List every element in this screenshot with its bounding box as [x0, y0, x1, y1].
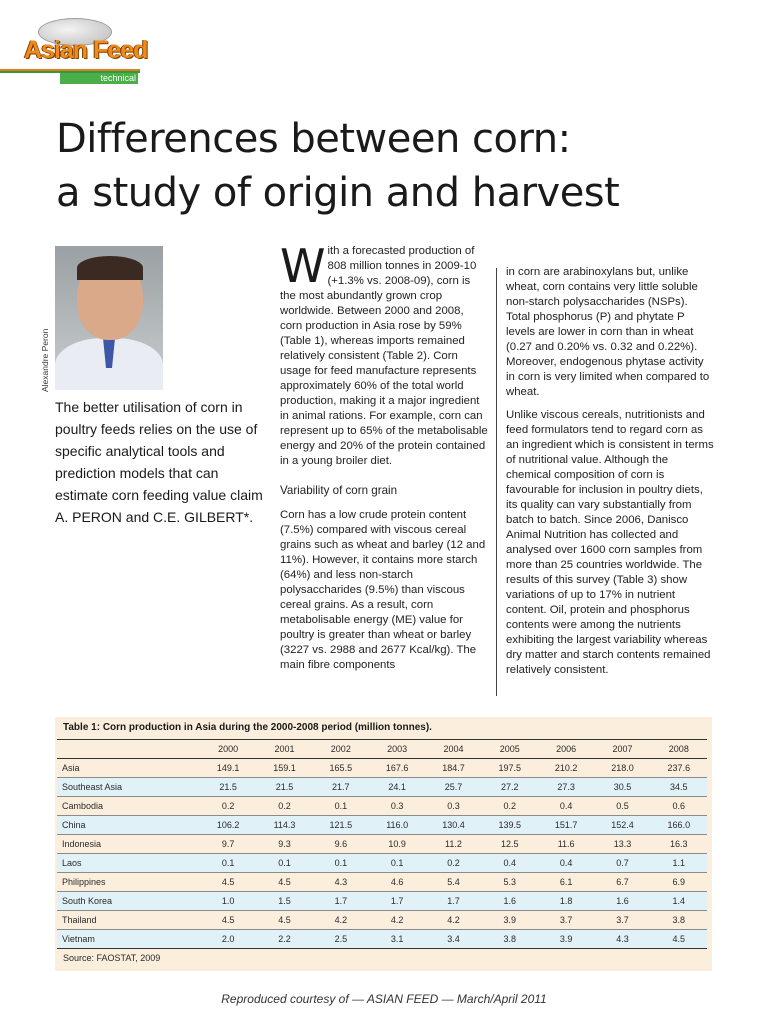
year-header: 2004: [443, 744, 464, 754]
value-cell: 3.8: [503, 934, 517, 944]
body-paragraph: [280, 239, 488, 469]
value-cell: 11.2: [445, 839, 462, 849]
table-source: Source: FAOSTAT, 2009: [63, 953, 161, 963]
photo-credit: Alexandre Peron: [40, 328, 50, 392]
value-cell: 11.6: [557, 839, 575, 849]
value-cell: 6.7: [616, 877, 629, 887]
value-cell: 0.2: [503, 801, 517, 811]
value-cell: 121.5: [329, 820, 353, 830]
value-cell: 4.5: [221, 915, 235, 925]
value-cell: 21.5: [275, 782, 294, 792]
value-cell: 16.3: [670, 839, 688, 849]
value-cell: 0.1: [390, 858, 404, 868]
value-cell: 6.1: [559, 877, 573, 887]
region-cell: Asia: [62, 763, 80, 773]
value-cell: 30.5: [613, 782, 632, 792]
value-cell: 4.3: [616, 934, 629, 944]
region-cell: South Korea: [62, 896, 113, 906]
body-column-2: [506, 265, 714, 686]
table-row: [57, 911, 707, 930]
value-cell: 3.7: [616, 915, 629, 925]
value-cell: 0.2: [278, 801, 291, 811]
table-row: [57, 930, 707, 949]
value-cell: 4.6: [390, 877, 404, 887]
column-divider: [496, 268, 497, 696]
body-paragraph: Corn has a low crude protein content (7.5%) compared with viscous cereal grains such as wheat and barley (12 and 11%). However, it contains more starch (64%) and less non-starch polysaccharides (9.5%) than viscous cereal grains. As a result, corn metabolisable energy (ME) value for poultry is greater than wheat or barley (3227 vs. 2988 and 2677 Kcal/kg). The main fibre components: [280, 509, 486, 671]
region-cell: China: [62, 820, 86, 830]
value-cell: 5.3: [503, 877, 517, 887]
value-cell: 1.5: [278, 896, 291, 906]
table-row: [57, 892, 707, 911]
value-cell: 3.7: [559, 915, 573, 925]
publication-logo: [22, 14, 148, 72]
value-cell: 24.1: [388, 782, 406, 792]
year-header: 2002: [330, 744, 351, 754]
value-cell: 10.9: [388, 839, 406, 849]
value-cell: 4.3: [334, 877, 348, 887]
value-cell: 2.5: [334, 934, 348, 944]
value-cell: 9.6: [334, 839, 348, 849]
value-cell: 0.4: [559, 801, 573, 811]
value-cell: 116.0: [386, 820, 409, 830]
region-cell: Philippines: [62, 877, 106, 887]
region-cell: Cambodia: [62, 801, 104, 811]
value-cell: 0.1: [334, 801, 348, 811]
value-cell: 149.1: [216, 763, 240, 773]
value-cell: 0.1: [278, 858, 291, 868]
page-footer: Reproduced courtesy of — ASIAN FEED — March/April 2011: [221, 992, 547, 1006]
value-cell: 0.1: [221, 858, 235, 868]
value-cell: 3.9: [503, 915, 517, 925]
value-cell: 4.2: [447, 915, 460, 925]
value-cell: 4.5: [278, 915, 291, 925]
title-line-2: a study of origin and harvest: [56, 170, 620, 216]
value-cell: 152.4: [611, 820, 634, 830]
year-header: 2007: [612, 744, 633, 754]
value-cell: 3.8: [672, 915, 686, 925]
value-cell: 1.6: [503, 896, 517, 906]
value-cell: 184.7: [442, 763, 465, 773]
value-cell: 0.4: [503, 858, 517, 868]
region-cell: Laos: [62, 858, 82, 868]
value-cell: 151.7: [554, 820, 578, 830]
value-cell: 0.7: [616, 858, 629, 868]
value-cell: 159.1: [273, 763, 296, 773]
header-cell-empty: [57, 740, 200, 759]
logo-text: Asian Feed: [24, 36, 148, 64]
table-row: [57, 835, 707, 854]
table-header-row: [57, 740, 707, 759]
value-cell: 2.0: [221, 934, 235, 944]
year-header: 2008: [668, 744, 689, 754]
table-row: [57, 873, 707, 892]
region-cell: Indonesia: [62, 839, 102, 849]
value-cell: 4.2: [334, 915, 348, 925]
table-row: [57, 759, 707, 778]
value-cell: 0.4: [559, 858, 573, 868]
value-cell: 197.5: [498, 763, 522, 773]
table-title: Table 1: Corn production in Asia during the 2000-2008 period (million tonnes).: [63, 722, 432, 733]
title-line-1: Differences between corn:: [56, 116, 571, 162]
value-cell: 0.1: [334, 858, 348, 868]
value-cell: 4.2: [390, 915, 404, 925]
value-cell: 1.7: [334, 896, 348, 906]
value-cell: 106.2: [216, 820, 240, 830]
value-cell: 3.4: [447, 934, 460, 944]
value-cell: 21.7: [332, 782, 350, 792]
value-cell: 130.4: [442, 820, 465, 830]
year-header: 2006: [556, 744, 577, 754]
value-cell: 34.5: [670, 782, 688, 792]
article-title: [56, 112, 746, 220]
value-cell: 21.5: [219, 782, 237, 792]
value-cell: 1.8: [559, 896, 573, 906]
value-cell: 2.2: [278, 934, 291, 944]
value-cell: 1.0: [221, 896, 235, 906]
value-cell: 1.7: [390, 896, 404, 906]
author-photo: [55, 246, 163, 390]
body-paragraph: in corn are arabinoxylans but, unlike wheat, corn contains very little soluble non-starch polysaccharides (NSPs). Total phosphorus (P) and phytate P levels are lower in corn than in wheat (0.27 and 0.20% vs. 0.32 and 0.22%). Moreover, endogenous phytase activity in corn is very limited when compared to wheat.: [506, 266, 710, 398]
value-cell: 4.5: [221, 877, 235, 887]
year-header: 2005: [499, 744, 520, 754]
value-cell: 27.3: [557, 782, 575, 792]
value-cell: 237.6: [667, 763, 691, 773]
value-cell: 0.3: [447, 801, 460, 811]
body-column-1: [280, 239, 488, 681]
drop-cap: W: [280, 239, 326, 293]
value-cell: 4.5: [278, 877, 291, 887]
photo-hair: [77, 256, 143, 280]
value-cell: 6.9: [672, 877, 686, 887]
table-row: [57, 854, 707, 873]
region-cell: Vietnam: [62, 934, 95, 944]
value-cell: 9.3: [278, 839, 291, 849]
table-row: [57, 797, 707, 816]
standfirst: The better utilisation of corn in poultry feeds relies on the use of specific analytical tools and prediction models that can estimate corn feeding value claim A. PERON and C.E. GILBERT*.: [55, 399, 263, 525]
year-header: 2000: [218, 744, 239, 754]
value-cell: 12.5: [501, 839, 519, 849]
value-cell: 27.2: [501, 782, 519, 792]
year-header: 2003: [387, 744, 408, 754]
value-cell: 3.1: [390, 934, 404, 944]
value-cell: 0.5: [616, 801, 629, 811]
subheading: Variability of corn grain: [280, 484, 398, 497]
value-cell: 5.4: [447, 877, 460, 887]
value-cell: 25.7: [444, 782, 463, 792]
value-cell: 1.6: [616, 896, 629, 906]
value-cell: 13.3: [613, 839, 632, 849]
value-cell: 218.0: [611, 763, 634, 773]
value-cell: 166.0: [667, 820, 691, 830]
value-cell: 210.2: [554, 763, 578, 773]
year-header: 2001: [274, 744, 295, 754]
value-cell: 0.3: [390, 801, 404, 811]
corn-production-table: [57, 739, 707, 949]
value-cell: 0.6: [672, 801, 686, 811]
value-cell: 4.5: [672, 934, 686, 944]
value-cell: 167.6: [385, 763, 409, 773]
value-cell: 139.5: [498, 820, 522, 830]
value-cell: 3.9: [559, 934, 573, 944]
value-cell: 0.2: [447, 858, 460, 868]
value-cell: 165.5: [329, 763, 353, 773]
body-paragraph: Unlike viscous cereals, nutritionists and feed formulators tend to regard corn as an ingredient which is consistent in terms of nutritional value. Although the chemical composition of corn is favourable for inclusion in poultry diets, its quality can vary substantially from batch to batch. Since 2006, Danisco Animal Nutrition has collected and analysed over 1600 corn samples from more than 25 countries worldwide. The results of this survey (Table 3) show variations of up to 17% in nutrient content. Oil, protein and phosphorus contents were among the nutrients exhibiting the largest variability whereas dry matter and starch contents remained relatively consistent.: [506, 409, 714, 676]
value-cell: 1.4: [672, 896, 686, 906]
value-cell: 9.7: [221, 839, 235, 849]
lead-text: ith a forecasted production of 808 million tonnes in 2009-10 (+1.3% vs. 2008-09), corn is the most abundantly grown crop worldwide. Between 2000 and 2008, corn production in Asia rose by 59% (Table 1), whereas imports remained relatively consistent (Table 2). Corn usage for feed manufacture represents approximately 60% of the total world production, making it a major ingredient in animal rations. For example, corn can represent up to 65% of the metabolisable energy and 20% of the protein contained in a young broiler diet.: [280, 245, 488, 467]
table-row: [57, 778, 707, 797]
table-row: [57, 816, 707, 835]
value-cell: 1.7: [447, 896, 460, 906]
value-cell: 0.2: [221, 801, 235, 811]
region-cell: Thailand: [62, 915, 97, 925]
section-tag: technical: [60, 73, 138, 84]
data-table-panel: [55, 717, 712, 971]
region-cell: Southeast Asia: [62, 782, 123, 792]
value-cell: 114.3: [273, 820, 296, 830]
value-cell: 1.1: [672, 858, 686, 868]
table-body: [57, 759, 707, 949]
